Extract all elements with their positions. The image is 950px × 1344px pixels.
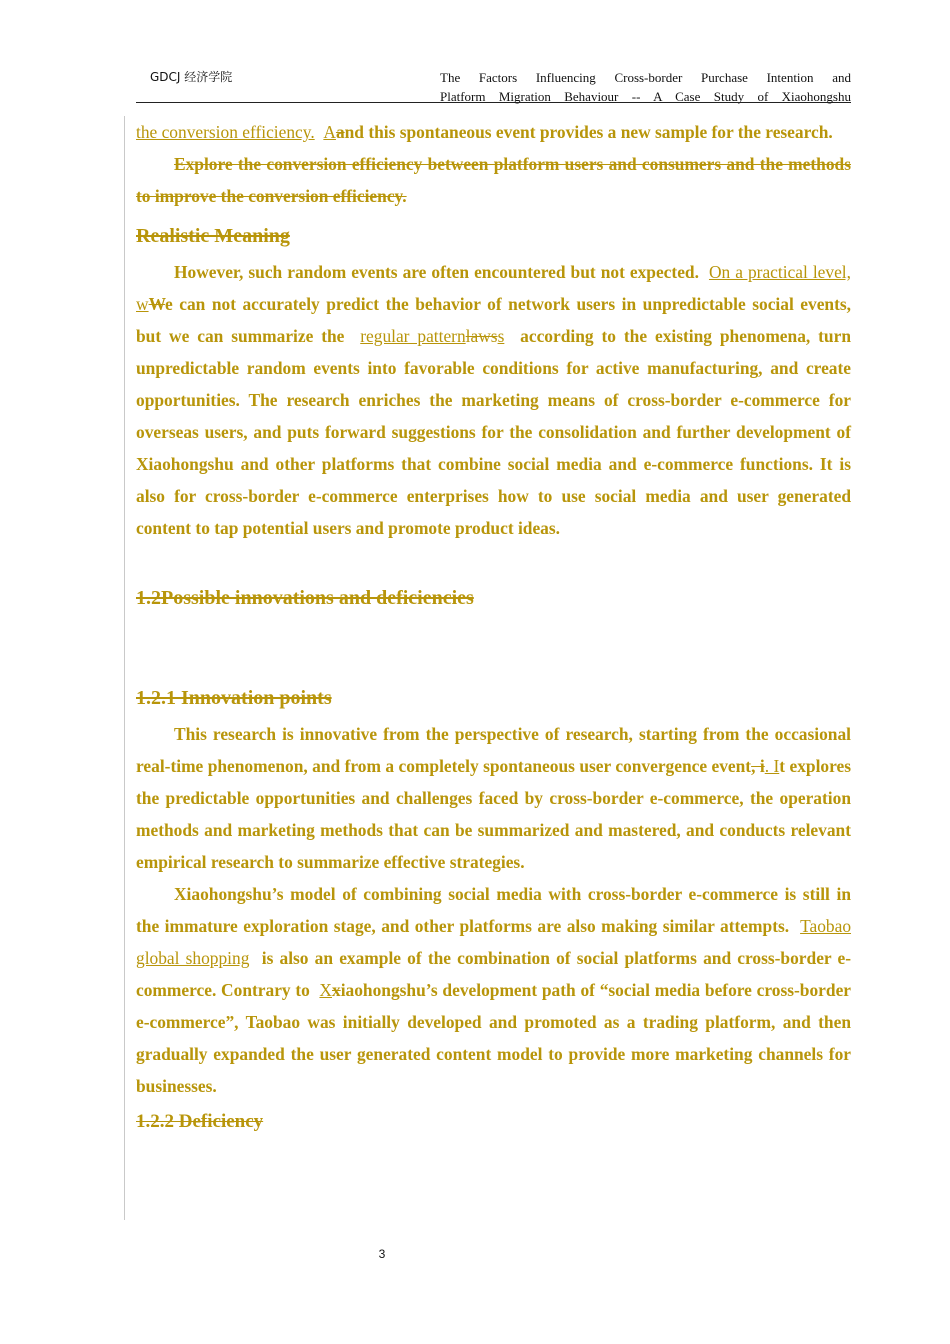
paragraph-text: This research is innovative from the perspective of research, starting from the occasional real-time phenomenon, and from a completely spontaneous user convergence event [136,724,851,776]
header-divider [136,102,851,103]
header-title-line1: The Factors Influencing Cross-border Purchase Intention and [440,70,851,85]
deleted-text: laws [465,326,498,346]
inserted-text: A [323,122,336,142]
header-title-line2: Platform Migration Behaviour -- A Case Study of Xiaohongshu [440,89,851,104]
heading-realistic-meaning: Realistic Meaning [136,225,290,247]
heading-section-1-2: 1.2Possible innovations and deficiencies [136,587,474,609]
deleted-text: x [331,980,341,1000]
inserted-text: regular pattern [360,326,466,346]
revision-change-bar [124,116,125,1220]
paragraph-text: Xiaohongshu’s model of combining social media with cross-border e-commerce is still in the immature exploration stage, and other platforms are also making similar attempts. [136,884,851,936]
paragraph-realistic-meaning [136,256,851,544]
inserted-text: . I [764,756,780,776]
deleted-text: W [148,294,165,314]
inserted-text: X [319,980,332,1000]
inserted-text: s [497,326,505,346]
document-body [136,116,851,1138]
inserted-text: On a practical level, w [136,262,851,314]
paragraph-text: iaohongshu’s development path of “social media before cross-border e-commerce”, Taobao was initially developed and promoted as a trading platform, and then gradually expanded the user generated content model to provide more marketing channels for businesses. [136,980,852,1096]
header-title [440,68,851,106]
page-number: 3 [378,1247,386,1261]
paragraph-text: However, such random events are often encountered but not expected. [174,262,699,282]
paragraph-continuation [136,116,851,148]
paragraph-text: is also an example of the combination of social platforms and cross-border e-commerce. Contrary to [136,948,851,1000]
paragraph-text: nd this spontaneous event provides a new sample for the research. [344,122,833,142]
inserted-text: Taobao global shopping [136,916,852,968]
paragraph-text: according to the existing phenomena, turn unpredictable random events into favorable conditions for active manufacturing, and create opportunities. The research enriches the marketing means of cross-border e-commerce for overseas users, and puts forward suggestions for the consolidation and further development of Xiaohongshu and other platforms that combine social media and e-commerce functions. It is also for cross-border e-commerce enterprises how to use social media and user generated content to tap potential users and promote product ideas. [136,326,851,538]
deleted-text: , i [751,756,765,776]
paragraph-text: t explores the predictable opportunities and challenges faced by cross-border e-commerce, the operation methods and marketing methods that can be summarized and mastered, and conducts relevant empirical research to summarize effective strategies. [136,756,851,872]
deleted-paragraph: Explore the conversion efficiency between platform users and consumers and the methods to improve the conversion efficiency. [136,154,851,206]
paragraph-text: e can not accurately predict the behavior of network users in unpredictable social events, but we can summarize the [136,294,851,346]
inserted-text: the conversion efficiency. [136,122,315,142]
paragraph-innovation [136,718,851,878]
header-institution: GDCJ 经济学院 [150,70,233,84]
paragraph-model-comparison [136,878,851,1102]
deleted-text: a [335,122,345,142]
heading-section-1-2-1: 1.2.1 Innovation points [136,687,332,709]
heading-section-1-2-2: 1.2.2 Deficiency [136,1111,264,1132]
